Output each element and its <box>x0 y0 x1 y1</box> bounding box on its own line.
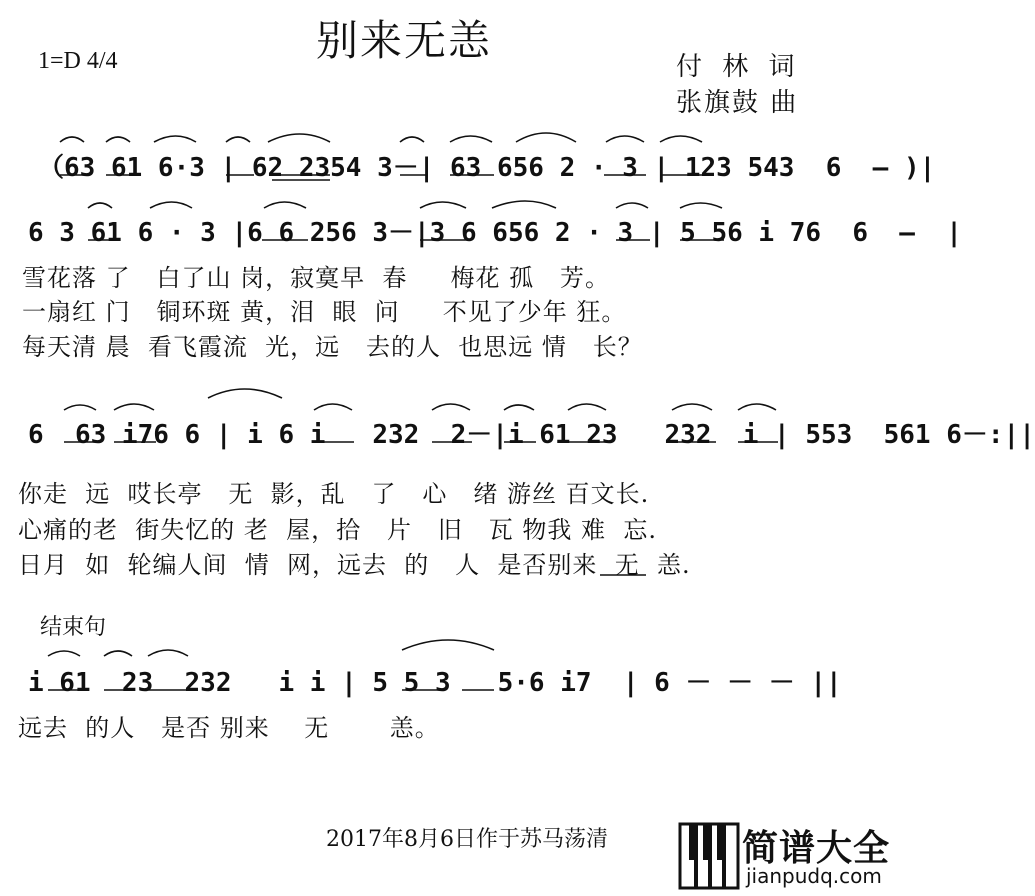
piano-keys-icon <box>678 822 740 892</box>
notation-line-1: （63 61 6·3 | 62 2354 3－| 63 656 2 · 3 | 123 543 6 — )| <box>38 153 936 183</box>
logo-url: jianpudq.com <box>746 864 882 888</box>
lyric-line: 雪花落 了 白了山 岗，寂寞早 春 梅花 孤 芳。 <box>22 264 611 292</box>
page-title: 别来无恙 <box>316 16 493 65</box>
lyricist-credit: 付 林 词 <box>676 52 801 82</box>
notation-line-2: 6 3 61 6 · 3 |6 6 256 3－|3 6 656 2 · 3 | 5 56 i 76 6 — | <box>28 218 962 248</box>
lyric-line: 心痛的老 街失忆的 老 屋，拾 片 旧 瓦 物我 难 忘. <box>18 516 657 544</box>
notation-line-3: 6 63 i76 6 | i 6 i 232 2－|i 61 23 232 i | 553 561 6－:|| <box>28 420 1035 450</box>
ending-lyric-line: 远去 的人 是否 别来 无 恙。 <box>18 714 440 742</box>
lyric-line: 日月 如 轮编人间 情 网，远去 的 人 是否别来 无 恙. <box>18 551 691 579</box>
site-logo <box>676 820 896 893</box>
logo-title: 简谱大全 <box>742 828 891 869</box>
footer-date: 2017年8月6日作于苏马荡清 <box>326 827 608 852</box>
lyric-line: 每天清 晨 看飞霞流 光，远 去的人 也思远 情 长？ <box>22 333 643 361</box>
composer-credit: 张旗鼓 曲 <box>676 88 799 118</box>
lyric-line: 一扇红 门 铜环斑 黄，泪 眼 问 不见了少年 狂。 <box>22 298 627 326</box>
key-signature: 1=D 4/4 <box>38 48 118 74</box>
section-label: 结束句 <box>40 615 107 640</box>
lyric-line: 你走 远 哎长亭 无 影，乱 了 心 绪 游丝 百文长. <box>18 480 650 508</box>
notation-line-4: i 61 23 232 i i | 5 5 3 5·6 i7 | 6 － － － || <box>28 668 842 698</box>
